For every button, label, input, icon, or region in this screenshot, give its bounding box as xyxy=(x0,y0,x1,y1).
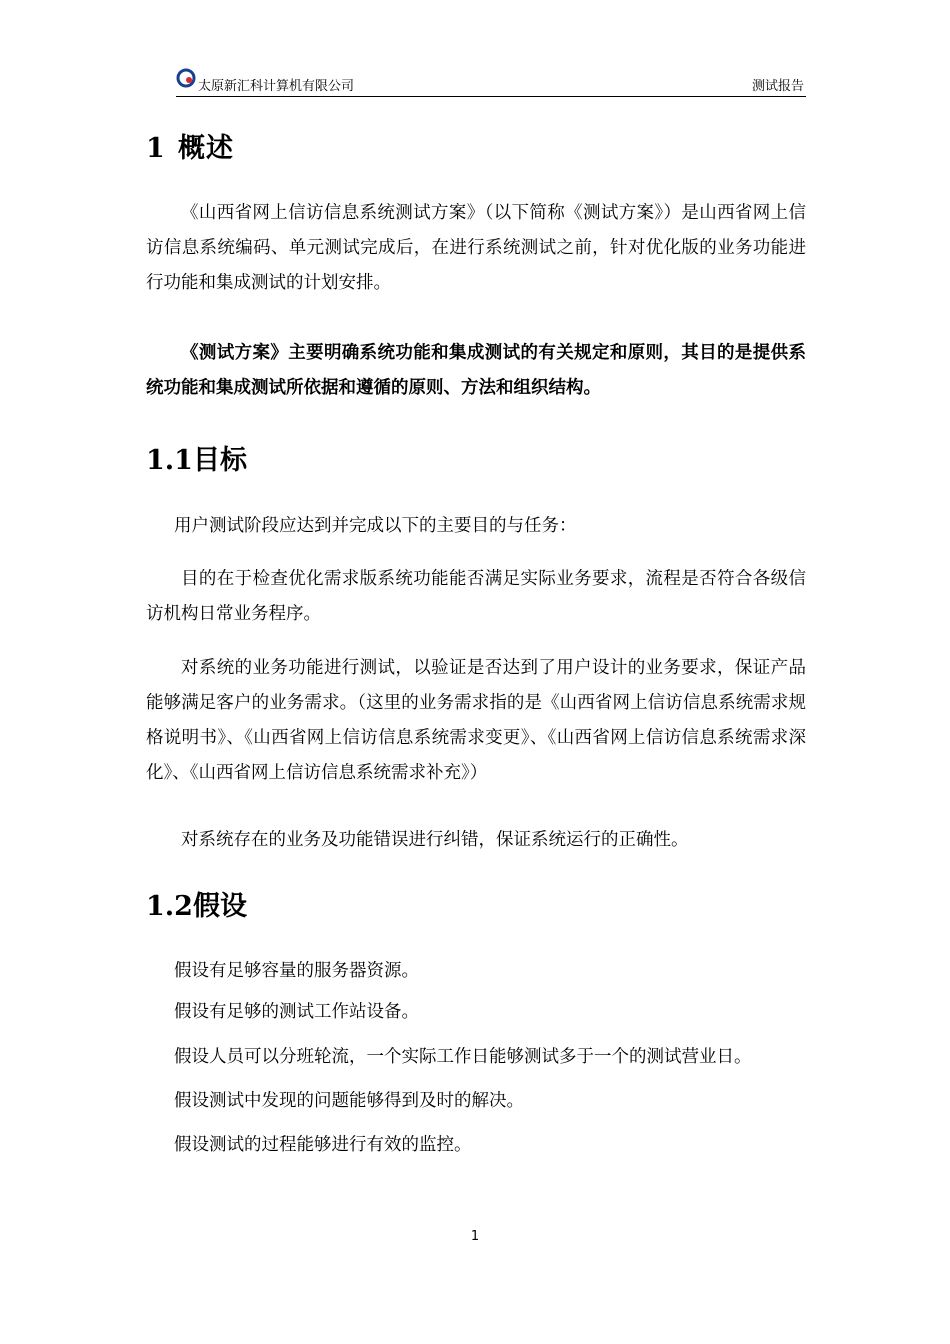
company-logo-icon xyxy=(176,68,196,88)
goal-paragraph-3: 对系统存在的业务及功能错误进行纠错，保证系统运行的正确性。 xyxy=(181,830,689,850)
section-1-heading xyxy=(146,126,234,165)
overview-paragraph-1: 《山西省网上信访信息系统测试方案》（以下简称《测试方案》）是山西省网上信访信息系统编码、单元测试完成后，在进行系统测试之前，针对优化版的业务功能进行功能和集成测试的计划安排。 xyxy=(146,203,806,293)
overview-paragraph-2: 《测试方案》主要明确系统功能和集成测试的有关规定和原则，其目的是提供系统功能和集成测试所依据和遵循的原则、方法和组织结构。 xyxy=(146,343,806,398)
assumption-item: 假设测试的过程能够进行有效的监控。 xyxy=(174,1135,472,1155)
document-type: 测试报告 xyxy=(751,79,804,94)
page-number: 1 xyxy=(470,1229,480,1244)
section-1-1-heading: 1.1目标 xyxy=(146,445,247,476)
assumption-item: 假设有足够的测试工作站设备。 xyxy=(174,1002,419,1022)
page-header xyxy=(176,66,806,97)
assumption-item: 假设人员可以分班轮流，一个实际工作日能够测试多于一个的测试营业日。 xyxy=(174,1047,752,1067)
section-1-2-heading: 1.2假设 xyxy=(146,891,247,922)
goal-paragraph-2: 对系统的业务功能进行测试，以验证是否达到了用户设计的业务要求，保证产品能够满足客户的业务需求。（这里的业务需求指的是《山西省网上信访信息系统需求规格说明书》、《山西省网上信访信息系统需求变更》、《山西省网上信访信息系统需求深化》、《山西省网上信访信息系统需求补充》） xyxy=(146,658,806,783)
goal-paragraph-1: 目的在于检查优化需求版系统功能能否满足实际业务要求，流程是否符合各级信访机构日常业务程序。 xyxy=(146,569,806,624)
assumption-item: 假设有足够容量的服务器资源。 xyxy=(174,961,419,981)
company-name: 太原新汇科计算机有限公司 xyxy=(198,79,355,94)
assumption-item: 假设测试中发现的问题能够得到及时的解决。 xyxy=(174,1091,524,1111)
section-1-title: 概述 xyxy=(178,133,234,164)
section-1-number: 1 xyxy=(146,133,166,164)
goals-intro: 用户测试阶段应达到并完成以下的主要目的与任务： xyxy=(174,516,577,536)
